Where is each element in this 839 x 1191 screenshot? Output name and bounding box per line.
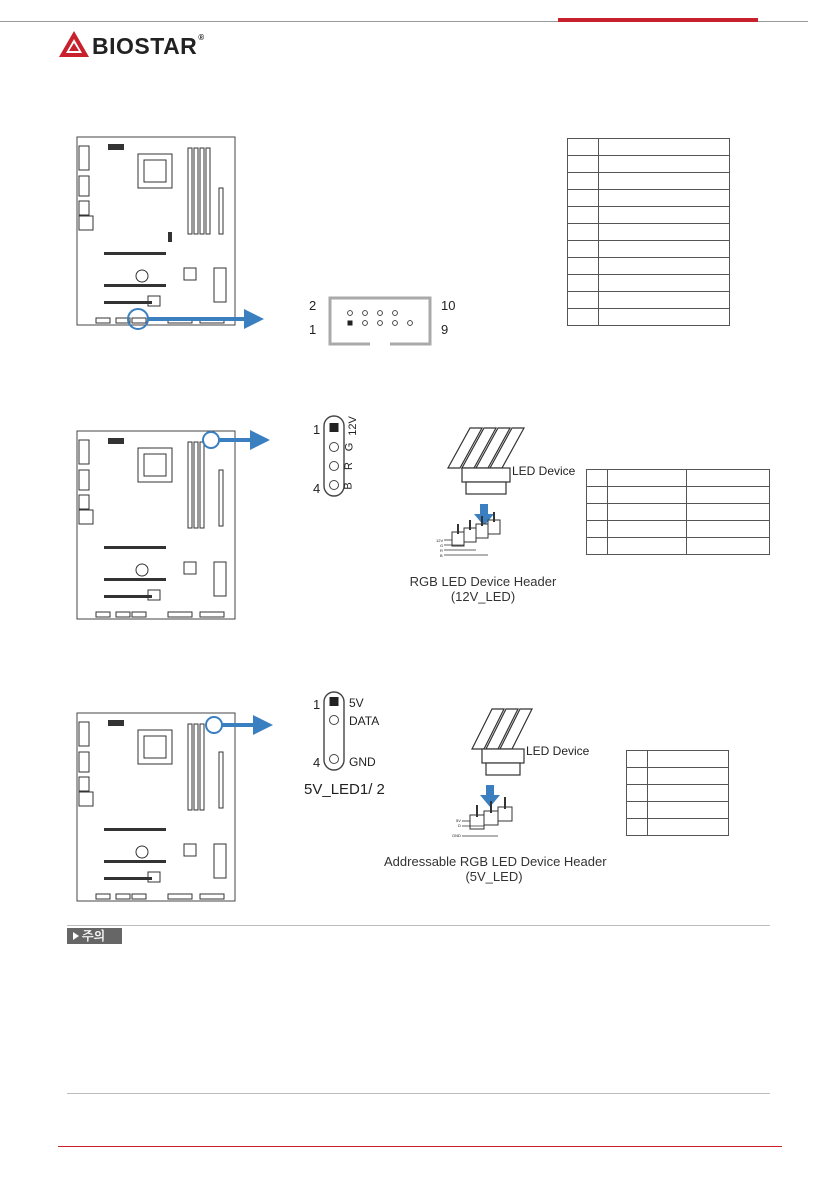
pin-table-3 [626,750,729,836]
table-row [587,470,770,487]
table-row [568,241,730,258]
argb-pin-name-5v: 5V [349,696,364,710]
rgb-pin-label-4: 4 [313,481,321,496]
table-row [568,156,730,173]
argb-header-3pin [322,690,346,772]
table-row [568,292,730,309]
locator-arrow-2 [200,428,270,454]
table-row [627,768,729,785]
pin-label-1: 1 [309,322,317,337]
argb-pin-name-gnd: GND [349,755,376,769]
motherboard-diagram-2 [76,430,238,622]
led-device-connector-illustration-2 [448,705,558,845]
argb-pin-name-data: DATA [349,714,380,728]
argb-header-pin-5v: 5V [456,818,461,823]
note-badge [67,928,122,944]
header-rule-accent [558,18,758,22]
rgb-header-pin-g: G [440,543,444,548]
table-row [568,173,730,190]
argb-connector-name: 5V_LED1/ 2 [304,781,385,798]
biostar-logo-icon [58,30,90,58]
rgb-pin-name-g: G [343,442,356,452]
pin-table-2 [586,469,770,555]
rgb-pin-name-r: R [342,462,355,470]
footer-rule [58,1146,782,1147]
argb-pin-label-4: 4 [313,755,321,770]
pin-label-9: 9 [441,322,449,337]
table-row [568,224,730,241]
rgb-pin-name-b: B [342,482,355,490]
argb-pin-label-1: 1 [313,697,321,712]
motherboard-diagram-3 [76,712,238,904]
note-bottom-rule [67,1093,770,1094]
header-10pin-diagram [328,296,432,346]
argb-header-pin-d: D [458,823,461,828]
table-row [587,504,770,521]
rgb-header-caption-line1: RGB LED Device Header [409,574,557,589]
table-row [587,521,770,538]
motherboard-diagram-1 [76,136,238,328]
rgb-header-pin-b: B [440,553,443,558]
table-row [627,802,729,819]
argb-header-caption-line2: (5V_LED) [465,869,523,884]
table-row [568,207,730,224]
rgb-header-pin-r: R [440,548,443,553]
table-row [587,487,770,504]
locator-arrow-3 [203,713,273,739]
motherboard-thumbnail-2 [76,430,236,620]
table-row [587,538,770,555]
note-label: 주의 [82,929,106,943]
brand-name: BIOSTAR® [92,33,205,59]
rgb-pin-name-12v: 12V [347,416,359,436]
note-triangle-icon [73,932,79,940]
led-device-label-1: LED Device [512,464,576,478]
rgb-pin-label-1: 1 [313,422,321,437]
led-device-connector-illustration-1 [430,424,540,564]
pin-label-2: 2 [309,298,317,313]
table-row [568,275,730,292]
table-row [568,258,730,275]
note-top-rule [67,925,770,926]
locator-arrow-1 [124,305,264,335]
rgb-header-caption-line2: (12V_LED) [450,589,516,604]
argb-header-pin-gnd: GND [452,833,461,838]
motherboard-thumbnail-1 [76,136,236,326]
table-row [627,785,729,802]
table-row [627,819,729,836]
table-row [568,139,730,156]
pin-table-1 [567,138,730,326]
led-device-label-2: LED Device [526,744,590,758]
argb-header-caption [384,854,607,884]
table-row [568,190,730,207]
table-row [568,309,730,326]
table-row [627,751,729,768]
rgb-header-caption [408,574,558,604]
motherboard-thumbnail-3 [76,712,236,902]
pin-label-10: 10 [441,298,456,313]
rgb-header-pin-12v: 12V [436,538,444,543]
argb-header-caption-line1: Addressable RGB LED Device Header [384,854,607,869]
